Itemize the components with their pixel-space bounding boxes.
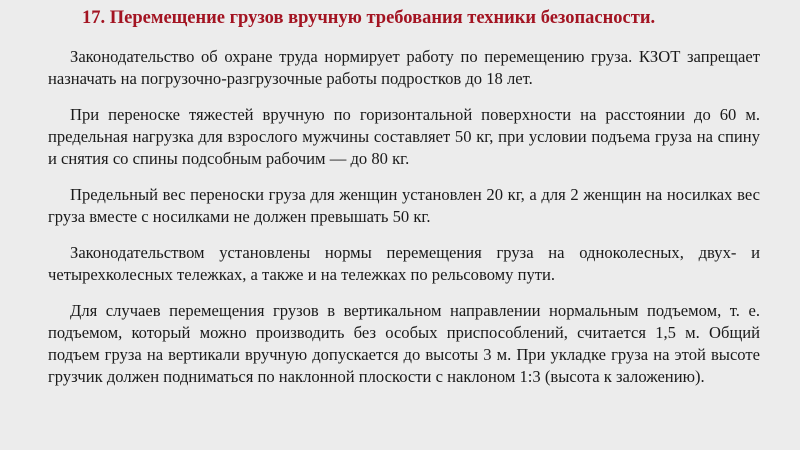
paragraph-1: Законодательство об охране труда нормирует работу по перемещению груза. КЗОТ запрещает назначать на погрузочно-разгрузочные работы подростков до 18 лет.	[48, 47, 760, 88]
paragraph-4: Законодательством установлены нормы перемещения груза на одноколесных, двух- и четырехколесных тележках, а также и на тележках по рельсовому пути.	[48, 243, 760, 284]
paragraph-2: При переноске тяжестей вручную по горизонтальной поверхности на расстоянии до 60 м. предельная нагрузка для взрослого мужчины составляет 50 кг, при условии подъема груза на спину и снятия со спины подсобным рабочим — до 80 кг.	[48, 105, 760, 168]
paragraph-3: Предельный вес переноски груза для женщин установлен 20 кг, а для 2 женщин на носилках вес груза вместе с носилками не должен превышать 50 кг.	[48, 185, 760, 226]
page-title: 17. Перемещение грузов вручную требования техники безопасности.	[82, 8, 656, 28]
paragraph-5: Для случаев перемещения грузов в вертикальном направлении нормальным подъемом, т. е. подъемом, который можно производить без особых приспособлений, считается 1,5 м. Общий подъем груза на вертикали вручную допускается до высоты 3 м. При укладке груза на этой высоте грузчик должен подниматься по наклонной плоскости с наклоном 1:3 (высота к заложению).	[48, 301, 760, 386]
